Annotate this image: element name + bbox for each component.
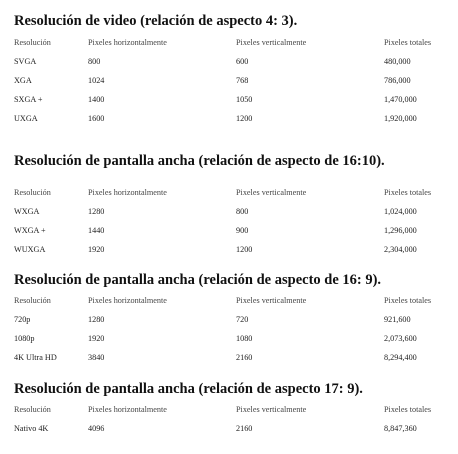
cell-resolution: SXGA + bbox=[14, 95, 43, 104]
table-header-row bbox=[14, 183, 448, 202]
column-header-horizontal: Pixeles horizontalmente bbox=[88, 405, 167, 414]
cell-total: 8,294,400 bbox=[384, 353, 417, 362]
table-row bbox=[14, 240, 448, 259]
table-row bbox=[14, 419, 448, 438]
cell-horizontal: 4096 bbox=[88, 424, 105, 433]
column-header-vertical: Pixeles verticalmente bbox=[236, 405, 307, 414]
cell-total: 2,304,000 bbox=[384, 245, 417, 254]
cell-total: 1,024,000 bbox=[384, 207, 417, 216]
cell-resolution: Nativo 4K bbox=[14, 424, 49, 433]
section-title: Resolución de video (relación de aspecto 4: 3). bbox=[14, 13, 298, 29]
cell-vertical: 2160 bbox=[236, 353, 253, 362]
resolution-table bbox=[14, 291, 448, 367]
cell-vertical: 800 bbox=[236, 207, 249, 216]
cell-vertical: 900 bbox=[236, 226, 249, 235]
cell-resolution: WXGA bbox=[14, 207, 40, 216]
cell-vertical: 1200 bbox=[236, 245, 253, 254]
cell-horizontal: 800 bbox=[88, 57, 101, 66]
section-title: Resolución de pantalla ancha (relación de aspecto 17: 9). bbox=[14, 381, 363, 397]
cell-total: 1,920,000 bbox=[384, 114, 417, 123]
cell-horizontal: 1600 bbox=[88, 114, 105, 123]
cell-resolution: 720p bbox=[14, 315, 31, 324]
column-header-vertical: Pixeles verticalmente bbox=[236, 188, 307, 197]
column-header-horizontal: Pixeles horizontalmente bbox=[88, 296, 167, 305]
cell-total: 8,847,360 bbox=[384, 424, 417, 433]
column-header-total: Pixeles totales bbox=[384, 405, 432, 414]
column-header-resolution: Resolución bbox=[14, 188, 51, 197]
section-title: Resolución de pantalla ancha (relación de aspecto de 16: 9). bbox=[14, 272, 382, 288]
cell-resolution: UXGA bbox=[14, 114, 38, 123]
table-row bbox=[14, 71, 448, 90]
section-title: Resolución de pantalla ancha (relación de aspecto de 16:10). bbox=[14, 153, 385, 169]
cell-vertical: 1050 bbox=[236, 95, 253, 104]
cell-vertical: 1080 bbox=[236, 334, 253, 343]
cell-resolution: XGA bbox=[14, 76, 32, 85]
column-header-resolution: Resolución bbox=[14, 296, 51, 305]
cell-resolution: WXGA + bbox=[14, 226, 46, 235]
cell-horizontal: 1280 bbox=[88, 315, 105, 324]
section-16-9 bbox=[14, 271, 448, 367]
resolution-table bbox=[14, 400, 448, 438]
table-row bbox=[14, 221, 448, 240]
cell-resolution: WUXGA bbox=[14, 245, 46, 254]
cell-horizontal: 1920 bbox=[88, 245, 105, 254]
cell-vertical: 600 bbox=[236, 57, 249, 66]
table-row bbox=[14, 90, 448, 109]
table-row bbox=[14, 52, 448, 71]
table-row bbox=[14, 329, 448, 348]
column-header-horizontal: Pixeles horizontalmente bbox=[88, 38, 167, 47]
cell-total: 480,000 bbox=[384, 57, 411, 66]
cell-horizontal: 1280 bbox=[88, 207, 105, 216]
column-header-total: Pixeles totales bbox=[384, 188, 432, 197]
section-17-9 bbox=[14, 380, 448, 438]
cell-horizontal: 1920 bbox=[88, 334, 105, 343]
resolution-table bbox=[14, 183, 448, 259]
cell-vertical: 720 bbox=[236, 315, 249, 324]
cell-horizontal: 1440 bbox=[88, 226, 105, 235]
table-row bbox=[14, 310, 448, 329]
column-header-vertical: Pixeles verticalmente bbox=[236, 38, 307, 47]
cell-resolution: 4K Ultra HD bbox=[14, 353, 57, 362]
cell-horizontal: 1024 bbox=[88, 76, 105, 85]
cell-total: 786,000 bbox=[384, 76, 411, 85]
cell-horizontal: 3840 bbox=[88, 353, 105, 362]
cell-total: 1,296,000 bbox=[384, 226, 417, 235]
cell-resolution: SVGA bbox=[14, 57, 37, 66]
cell-total: 2,073,600 bbox=[384, 334, 417, 343]
cell-total: 1,470,000 bbox=[384, 95, 417, 104]
column-header-total: Pixeles totales bbox=[384, 296, 432, 305]
table-row bbox=[14, 109, 448, 128]
cell-vertical: 2160 bbox=[236, 424, 253, 433]
table-row bbox=[14, 202, 448, 221]
table-header-row bbox=[14, 33, 448, 52]
resolution-table bbox=[14, 33, 448, 128]
section-4-3 bbox=[14, 12, 448, 128]
column-header-vertical: Pixeles verticalmente bbox=[236, 296, 307, 305]
table-row bbox=[14, 348, 448, 367]
column-header-horizontal: Pixeles horizontalmente bbox=[88, 188, 167, 197]
column-header-total: Pixeles totales bbox=[384, 38, 432, 47]
cell-horizontal: 1400 bbox=[88, 95, 105, 104]
cell-vertical: 768 bbox=[236, 76, 249, 85]
cell-vertical: 1200 bbox=[236, 114, 253, 123]
cell-resolution: 1080p bbox=[14, 334, 35, 343]
cell-total: 921,600 bbox=[384, 315, 411, 324]
column-header-resolution: Resolución bbox=[14, 405, 51, 414]
table-header-row bbox=[14, 291, 448, 310]
column-header-resolution: Resolución bbox=[14, 38, 51, 47]
section-16-10 bbox=[14, 152, 448, 259]
table-header-row bbox=[14, 400, 448, 419]
